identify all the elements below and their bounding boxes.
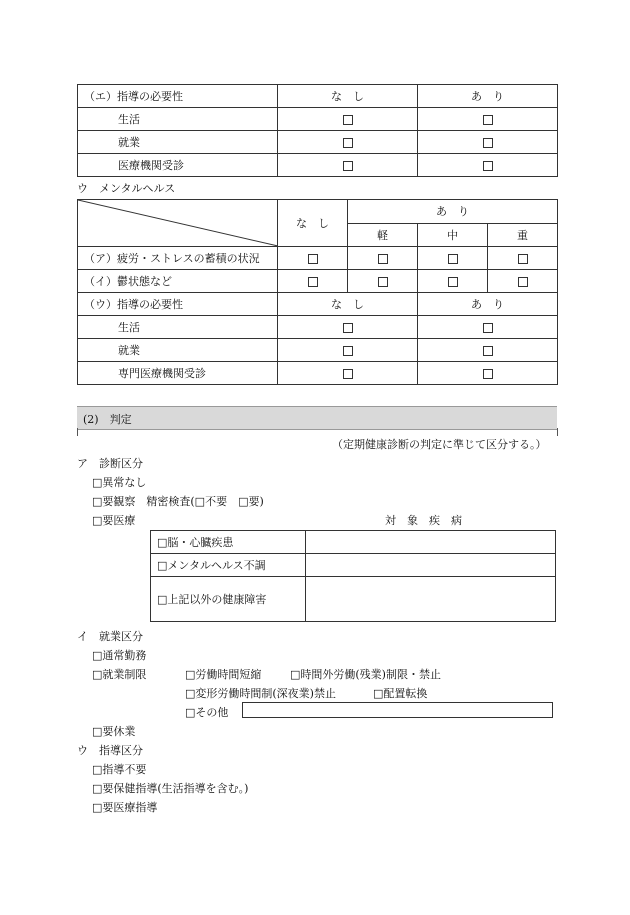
guidance-medical-checkbox[interactable]: □要医療指導 xyxy=(92,801,158,814)
table-row xyxy=(78,247,558,270)
guidance-health-checkbox[interactable]: □要保健指導(生活指導を含む。) xyxy=(92,782,249,795)
diagnosis-medical-checkbox[interactable]: □要医療 xyxy=(92,514,136,527)
disease-mental[interactable]: □メンタルヘルス不調 xyxy=(151,554,306,577)
checkbox[interactable] xyxy=(343,161,353,171)
other-input[interactable] xyxy=(242,702,553,718)
table-row xyxy=(78,154,558,177)
checkbox[interactable] xyxy=(308,277,318,287)
shorten-hours-checkbox[interactable]: □労働時間短縮 xyxy=(185,668,262,681)
col-level-medium: 中 xyxy=(418,223,488,247)
checkbox[interactable] xyxy=(518,277,528,287)
checkbox[interactable] xyxy=(343,115,353,125)
checkbox[interactable] xyxy=(483,161,493,171)
table-row xyxy=(78,362,558,385)
other-checkbox[interactable]: □その他 xyxy=(185,706,229,719)
diagnosis-observe-checkbox[interactable]: □要観察 精密検査(□不要 □要) xyxy=(92,495,264,508)
guidance-none-checkbox[interactable]: □指導不要 xyxy=(92,763,147,776)
row-label: 医療機関受診 xyxy=(78,154,278,177)
disease-input[interactable] xyxy=(306,554,556,577)
checkbox[interactable] xyxy=(343,369,353,379)
checkbox[interactable] xyxy=(448,254,458,264)
checkbox[interactable] xyxy=(343,346,353,356)
table-row xyxy=(78,108,558,131)
checkbox[interactable] xyxy=(483,346,493,356)
diagonal-line xyxy=(78,200,278,246)
disease-table xyxy=(150,530,556,622)
diagnosis-heading: ア 診断区分 xyxy=(77,457,143,470)
disease-input[interactable] xyxy=(306,531,556,554)
checkbox[interactable] xyxy=(378,254,388,264)
col-none: な し xyxy=(278,293,418,316)
col-exists: あ り xyxy=(418,85,558,108)
reassignment-checkbox[interactable]: □配置転換 xyxy=(373,687,428,700)
disease-brain-heart[interactable]: □脳・心臓疾患 xyxy=(151,531,306,554)
col-level-heavy: 重 xyxy=(488,223,558,247)
disease-other[interactable]: □上記以外の健康障害 xyxy=(151,577,306,622)
row-label: （ウ）指導の必要性 xyxy=(78,293,278,316)
col-level-light: 軽 xyxy=(348,223,418,247)
diagonal-header-cell xyxy=(78,200,278,247)
table-row xyxy=(151,531,556,554)
col-exists: あ り xyxy=(348,200,558,224)
row-label: （イ）鬱状態など xyxy=(78,270,278,293)
checkbox[interactable] xyxy=(483,369,493,379)
employment-heading: イ 就業区分 xyxy=(77,630,143,643)
checkbox[interactable] xyxy=(448,277,458,287)
row-label: 就業 xyxy=(78,339,278,362)
table-row xyxy=(78,339,558,362)
leave-required-checkbox[interactable]: □要休業 xyxy=(92,725,136,738)
judgement-title: (2) 判定 xyxy=(83,413,132,426)
night-work-ban-checkbox[interactable]: □変形労働時間制(深夜業)禁止 xyxy=(185,687,336,700)
checkbox[interactable] xyxy=(343,138,353,148)
table-row xyxy=(78,270,558,293)
checkbox[interactable] xyxy=(483,323,493,333)
diagnosis-normal-checkbox[interactable]: □異常なし xyxy=(92,476,147,489)
checkbox[interactable] xyxy=(518,254,528,264)
row-label: 生活 xyxy=(78,108,278,131)
disease-heading: 対 象 疾 病 xyxy=(385,514,462,527)
mental-health-heading: ウ メンタルヘルス xyxy=(77,182,176,195)
row-label: （ア）疲労・ストレスの蓄積の状況 xyxy=(78,247,278,270)
table-row xyxy=(78,293,558,316)
employment-normal-checkbox[interactable]: □通常勤務 xyxy=(92,649,147,662)
checkbox[interactable] xyxy=(308,254,318,264)
disease-input[interactable] xyxy=(306,577,556,622)
row-label: （エ）指導の必要性 xyxy=(78,85,278,108)
employment-limit-checkbox[interactable]: □就業制限 xyxy=(92,668,147,681)
col-none: な し xyxy=(278,85,418,108)
col-exists: あ り xyxy=(418,293,558,316)
row-label: 就業 xyxy=(78,131,278,154)
col-none: な し xyxy=(278,200,348,247)
mental-health-table xyxy=(77,199,558,385)
table-row xyxy=(78,131,558,154)
table-row xyxy=(151,577,556,622)
guidance-need-table xyxy=(77,84,558,177)
table-row xyxy=(151,554,556,577)
table-row xyxy=(78,85,558,108)
overtime-limit-checkbox[interactable]: □時間外労働(残業)制限・禁止 xyxy=(290,668,441,681)
checkbox[interactable] xyxy=(343,323,353,333)
checkbox[interactable] xyxy=(483,115,493,125)
guidance-heading: ウ 指導区分 xyxy=(77,744,143,757)
row-label: 専門医療機関受診 xyxy=(78,362,278,385)
table-row xyxy=(78,316,558,339)
checkbox[interactable] xyxy=(483,138,493,148)
judgement-header xyxy=(77,406,557,430)
judgement-note: （定期健康診断の判定に準じて区分する。） xyxy=(332,438,547,451)
checkbox[interactable] xyxy=(378,277,388,287)
row-label: 生活 xyxy=(78,316,278,339)
